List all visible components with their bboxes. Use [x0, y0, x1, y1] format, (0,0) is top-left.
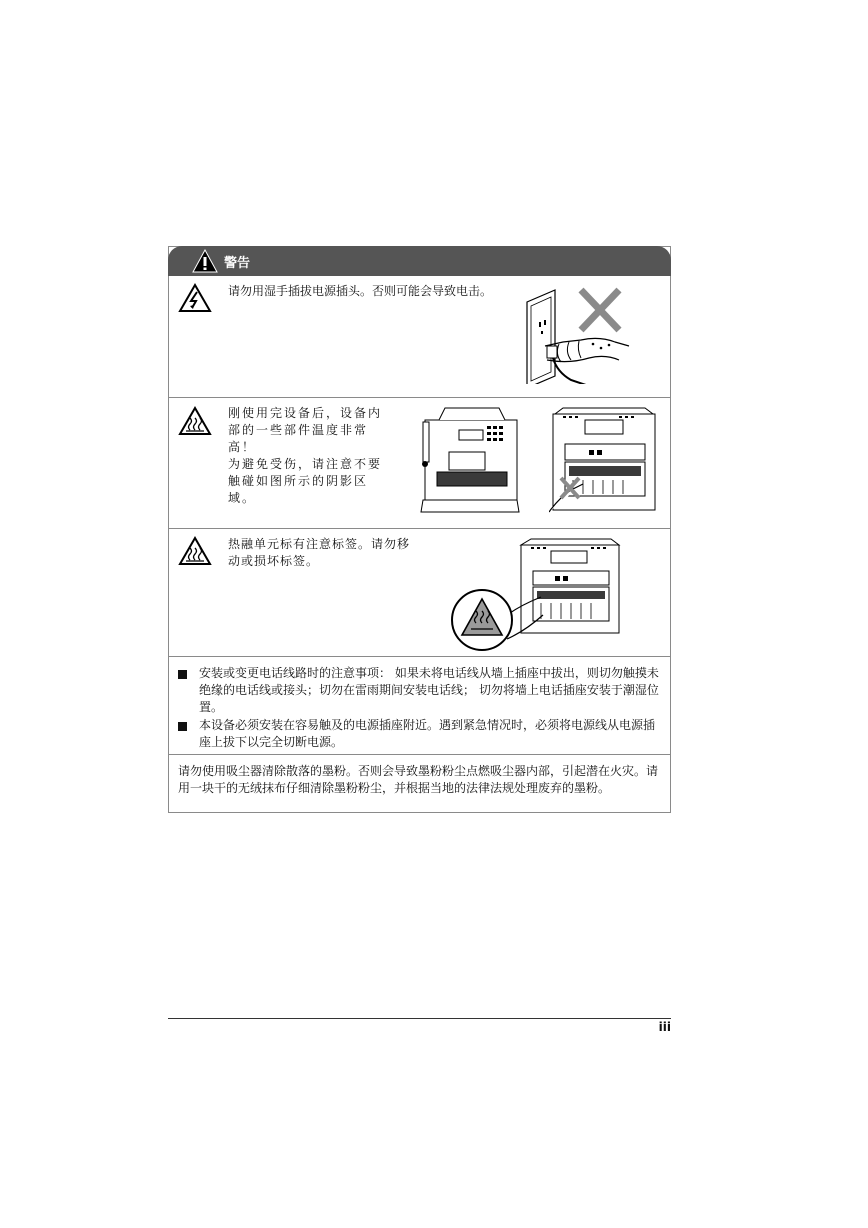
electric-shock-icon	[178, 283, 212, 313]
bullet-item	[178, 717, 666, 751]
caution-bullets	[169, 657, 670, 755]
wet-hand-plug-illustration	[519, 284, 633, 384]
hot-surface-icon	[178, 536, 212, 566]
section-fuser-label	[169, 529, 670, 657]
bullet-square-icon	[178, 722, 187, 731]
section-text: 热融单元标有注意标签。请勿移动或损坏标签。	[228, 537, 411, 568]
warning-triangle-icon	[192, 249, 218, 273]
hot-surface-icon	[178, 406, 212, 436]
warning-box	[168, 246, 671, 813]
section-text-line1: 刚使用完设备后，设备内部的一些部件温度非常高！	[228, 406, 383, 454]
section-text-line2: 为避免受伤，请注意不要触碰如图所示的阴影区域。	[228, 457, 383, 505]
page-number: iii	[658, 1020, 671, 1034]
warning-title: 警告	[224, 256, 251, 271]
section-text: 请勿用湿手插拔电源插头。否则可能会导致电击。	[228, 284, 493, 298]
bullet-item	[178, 665, 666, 716]
bullet-text: 本设备必须安装在容易触及的电源插座附近。遇到紧急情况时，必须将电源线从电源插座上拔下以完全切断电源。	[199, 718, 656, 749]
section-hot-parts	[169, 398, 670, 529]
section-electric-shock	[169, 276, 670, 398]
bullet-text: 安装或变更电话线路时的注意事项： 如果未将电话线从墙上插座中拔出，则切勿触摸未绝缘的电话线或接头；切勿在雷雨期间安装电话线； 切勿将墙上电话插座安装于潮湿位置。	[199, 666, 659, 714]
fuser-caution-illustration	[451, 535, 625, 653]
section-text	[228, 405, 388, 507]
warning-header	[168, 246, 671, 276]
machine-back-illustration	[549, 404, 659, 516]
toner-note: 请勿使用吸尘器清除散落的墨粉。否则会导致墨粉粉尘点燃吸尘器内部，引起潜在火灾。请用一块干的无绒抹布仔细清除墨粉粉尘，并根据当地的法律法规处理废弃的墨粉。	[178, 764, 659, 795]
footer-divider	[168, 1018, 671, 1019]
bullet-square-icon	[178, 670, 187, 679]
machine-front-illustration	[415, 404, 525, 514]
